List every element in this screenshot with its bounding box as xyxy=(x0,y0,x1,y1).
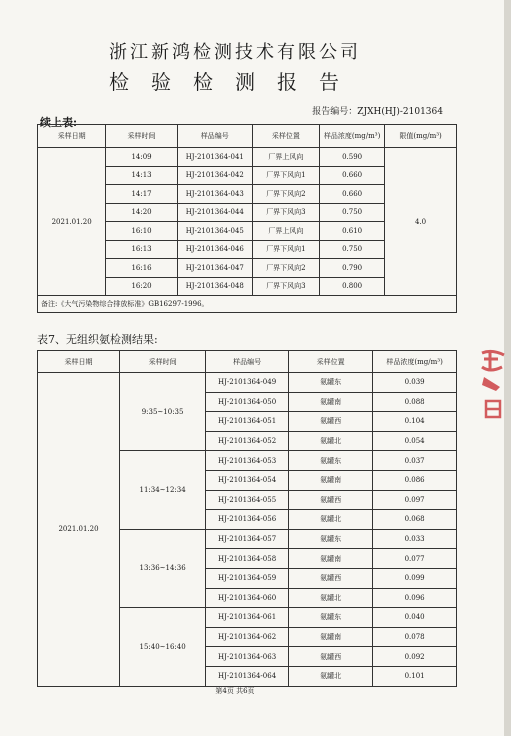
col-header: 样品编号 xyxy=(177,125,252,148)
sample-location-cell: 氨罐东 xyxy=(289,451,373,471)
sample-location-cell: 氨罐西 xyxy=(289,647,373,667)
sample-date-cell: 2021.01.20 xyxy=(38,373,120,687)
sample-id-cell: HJ-2101364-043 xyxy=(177,185,252,204)
sample-time-cell: 16:13 xyxy=(106,240,178,259)
concentration-cell: 0.750 xyxy=(320,203,385,222)
report-number: 报告编号：ZJXH(HJ)-2101364 xyxy=(312,107,443,117)
col-header: 采样时间 xyxy=(106,125,178,148)
table-note: 备注:《大气污染物综合排放标准》GB16297-1996。 xyxy=(38,296,457,313)
sample-id-cell: HJ-2101364-053 xyxy=(206,451,289,471)
col-header: 采样日期 xyxy=(38,125,106,148)
continued-label: 续上表: xyxy=(40,116,78,129)
sample-id-cell: HJ-2101364-049 xyxy=(206,373,289,393)
sample-location-cell: 氨罐西 xyxy=(289,412,373,432)
sample-id-cell: HJ-2101364-064 xyxy=(206,666,289,686)
concentration-cell: 0.104 xyxy=(373,412,457,432)
sample-id-cell: HJ-2101364-046 xyxy=(177,240,252,259)
col-header: 样品编号 xyxy=(206,351,289,373)
sample-location-cell: 氨罐北 xyxy=(289,588,373,608)
sample-id-cell: HJ-2101364-056 xyxy=(206,510,289,530)
concentration-cell: 0.078 xyxy=(373,627,457,647)
concentration-cell: 0.660 xyxy=(320,166,385,185)
concentration-cell: 0.099 xyxy=(373,568,457,588)
report-title: 检验检测报告 xyxy=(109,70,361,94)
sample-id-cell: HJ-2101364-041 xyxy=(177,148,252,167)
sample-time-cell: 14:13 xyxy=(106,166,178,185)
sample-id-cell: HJ-2101364-062 xyxy=(206,627,289,647)
sample-location-cell: 氨罐北 xyxy=(289,666,373,686)
sample-time-cell: 16:20 xyxy=(106,277,178,296)
sample-id-cell: HJ-2101364-059 xyxy=(206,568,289,588)
sample-location-cell: 氨罐南 xyxy=(289,470,373,490)
concentration-cell: 0.068 xyxy=(373,510,457,530)
sample-location-cell: 厂界下风向1 xyxy=(252,240,319,259)
col-header: 样品浓度(mg/m³) xyxy=(373,351,457,373)
concentration-cell: 0.610 xyxy=(320,222,385,241)
sample-time-cell: 14:17 xyxy=(106,185,178,204)
col-header: 采样日期 xyxy=(38,351,120,373)
sample-location-cell: 氨罐北 xyxy=(289,510,373,530)
sample-time-cell: 15:40~16:40 xyxy=(120,608,206,686)
sample-id-cell: HJ-2101364-060 xyxy=(206,588,289,608)
concentration-cell: 0.750 xyxy=(320,240,385,259)
concentration-cell: 0.096 xyxy=(373,588,457,608)
concentration-cell: 0.077 xyxy=(373,549,457,569)
sample-id-cell: HJ-2101364-050 xyxy=(206,392,289,412)
concentration-cell: 0.800 xyxy=(320,277,385,296)
concentration-cell: 0.790 xyxy=(320,259,385,278)
concentration-cell: 0.660 xyxy=(320,185,385,204)
table-continued-results xyxy=(37,124,457,313)
concentration-cell: 0.092 xyxy=(373,647,457,667)
sample-location-cell: 厂界上风向 xyxy=(252,148,319,167)
sample-time-cell: 14:09 xyxy=(106,148,178,167)
sample-id-cell: HJ-2101364-051 xyxy=(206,412,289,432)
sample-id-cell: HJ-2101364-044 xyxy=(177,203,252,222)
sample-id-cell: HJ-2101364-054 xyxy=(206,470,289,490)
seal-stamp-icon xyxy=(478,345,511,425)
col-header: 限值(mg/m³) xyxy=(385,125,457,148)
sample-time-cell: 14:20 xyxy=(106,203,178,222)
sample-id-cell: HJ-2101364-042 xyxy=(177,166,252,185)
concentration-cell: 0.101 xyxy=(373,666,457,686)
sample-id-cell: HJ-2101364-048 xyxy=(177,277,252,296)
sample-location-cell: 氨罐西 xyxy=(289,568,373,588)
sample-id-cell: HJ-2101364-047 xyxy=(177,259,252,278)
company-name: 浙江新鸿检测技术有限公司 xyxy=(109,42,361,63)
sample-location-cell: 厂界下风向3 xyxy=(252,277,319,296)
concentration-cell: 0.037 xyxy=(373,451,457,471)
concentration-cell: 0.054 xyxy=(373,431,457,451)
table-row xyxy=(38,148,457,167)
page-footer: 第4页 共6页 xyxy=(215,687,255,695)
sample-time-cell: 9:35~10:35 xyxy=(120,373,206,451)
table-ammonia-results xyxy=(37,350,457,687)
sample-id-cell: HJ-2101364-061 xyxy=(206,608,289,628)
sample-id-cell: HJ-2101364-058 xyxy=(206,549,289,569)
concentration-cell: 0.040 xyxy=(373,608,457,628)
sample-location-cell: 氨罐北 xyxy=(289,431,373,451)
sample-time-cell: 11:34~12:34 xyxy=(120,451,206,529)
table-row xyxy=(38,373,457,393)
limit-cell: 4.0 xyxy=(385,148,457,296)
sample-id-cell: HJ-2101364-045 xyxy=(177,222,252,241)
concentration-cell: 0.088 xyxy=(373,392,457,412)
sample-location-cell: 氨罐东 xyxy=(289,529,373,549)
sample-location-cell: 氨罐南 xyxy=(289,549,373,569)
sample-id-cell: HJ-2101364-063 xyxy=(206,647,289,667)
sample-time-cell: 16:10 xyxy=(106,222,178,241)
col-header: 采样位置 xyxy=(289,351,373,373)
sample-location-cell: 厂界下风向2 xyxy=(252,185,319,204)
sample-id-cell: HJ-2101364-052 xyxy=(206,431,289,451)
sample-location-cell: 氨罐东 xyxy=(289,373,373,393)
col-header: 样品浓度(mg/m³) xyxy=(320,125,385,148)
concentration-cell: 0.590 xyxy=(320,148,385,167)
sample-date-cell: 2021.01.20 xyxy=(38,148,106,296)
sample-id-cell: HJ-2101364-055 xyxy=(206,490,289,510)
sample-id-cell: HJ-2101364-057 xyxy=(206,529,289,549)
col-header: 采样时间 xyxy=(120,351,206,373)
sample-location-cell: 厂界下风向3 xyxy=(252,203,319,222)
sample-location-cell: 厂界上风向 xyxy=(252,222,319,241)
sample-location-cell: 氨罐西 xyxy=(289,490,373,510)
red-seal-stamp xyxy=(478,345,511,425)
concentration-cell: 0.039 xyxy=(373,373,457,393)
sample-location-cell: 氨罐南 xyxy=(289,392,373,412)
sample-location-cell: 氨罐南 xyxy=(289,627,373,647)
concentration-cell: 0.033 xyxy=(373,529,457,549)
col-header: 采样位置 xyxy=(252,125,319,148)
concentration-cell: 0.097 xyxy=(373,490,457,510)
concentration-cell: 0.086 xyxy=(373,470,457,490)
section-title-table7: 表7、无组织氨检测结果: xyxy=(37,333,158,346)
sample-time-cell: 13:36~14:36 xyxy=(120,529,206,607)
sample-location-cell: 厂界下风向2 xyxy=(252,259,319,278)
sample-location-cell: 厂界下风向1 xyxy=(252,166,319,185)
sample-time-cell: 16:16 xyxy=(106,259,178,278)
note-row xyxy=(38,296,457,313)
sample-location-cell: 氨罐东 xyxy=(289,608,373,628)
